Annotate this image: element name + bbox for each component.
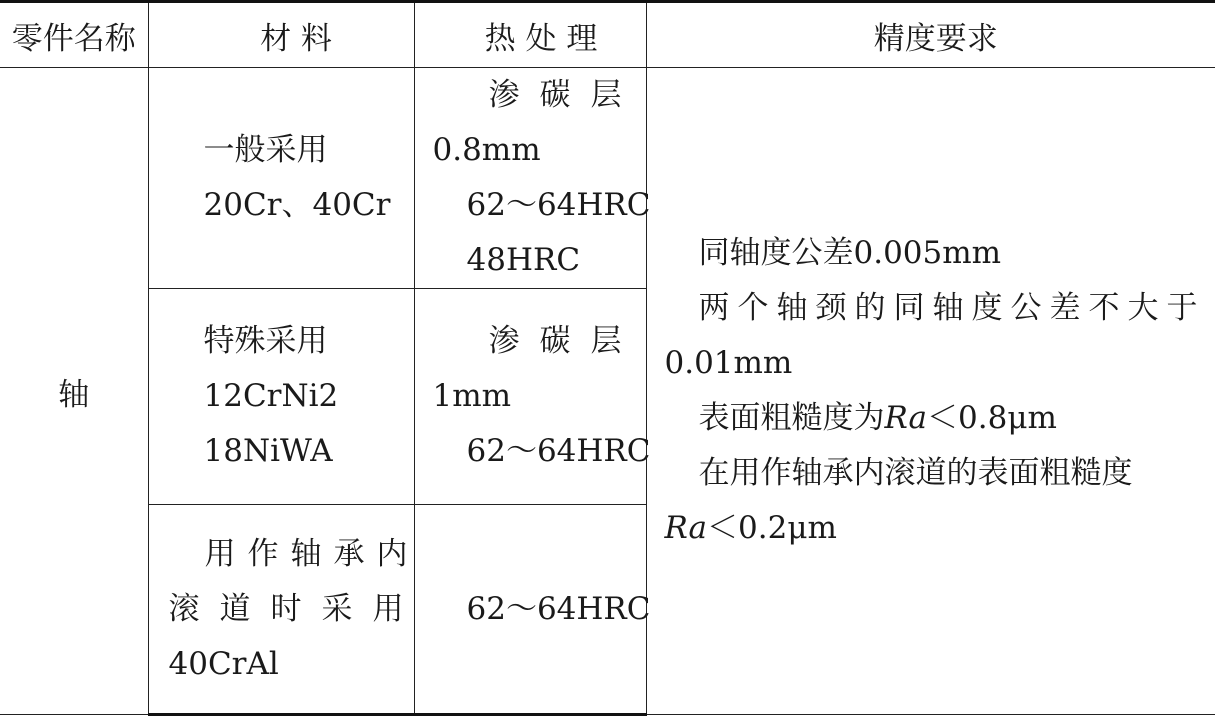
material-line: 特殊采用 bbox=[203, 323, 328, 359]
heat-treatment-cell bbox=[414, 68, 651, 289]
heat-treatment-cell bbox=[414, 505, 651, 715]
material-line: 一般采用 bbox=[203, 132, 328, 168]
requirement-line: 同轴度公差0.005mm bbox=[698, 235, 1002, 271]
requirement-line: 在用作轴承内滚道的表面粗糙度 bbox=[698, 455, 1133, 491]
requirement-line bbox=[665, 391, 1205, 446]
material-line: 滚道时采用 bbox=[168, 590, 424, 627]
heat-line: 渗碳层 bbox=[488, 323, 642, 359]
heat-treatment-cell bbox=[414, 289, 651, 505]
requirement-value: ＜0.8μm bbox=[927, 400, 1057, 436]
heat-line: 渗碳层 bbox=[488, 77, 642, 113]
material-line: 12CrNi2 bbox=[203, 378, 339, 414]
heat-line: 48HRC bbox=[466, 242, 581, 278]
header-heat-treatment: 热 处 理 bbox=[414, 2, 646, 68]
material-line: 用作轴承内 bbox=[204, 535, 420, 572]
table-row bbox=[0, 68, 1215, 289]
header-material: 材 料 bbox=[148, 2, 414, 68]
header-row bbox=[0, 2, 1215, 68]
requirement-text: 表面粗糙度为 bbox=[698, 400, 885, 436]
part-name-cell: 轴 bbox=[0, 68, 148, 715]
material-cell bbox=[148, 68, 414, 289]
heat-line: 0.8mm bbox=[432, 132, 541, 168]
requirement-line: 0.01mm bbox=[664, 345, 793, 381]
requirement-value: ＜0.2μm bbox=[707, 510, 837, 546]
material-line: 18NiWA bbox=[203, 433, 333, 469]
material-cell bbox=[148, 505, 424, 715]
roughness-symbol: Ra bbox=[664, 510, 708, 546]
requirements-cell bbox=[646, 68, 1215, 715]
material-line: 20Cr、40Cr bbox=[203, 187, 391, 223]
roughness-symbol: Ra bbox=[884, 400, 928, 436]
heat-line: 1mm bbox=[432, 378, 512, 414]
header-precision-requirements: 精度要求 bbox=[646, 2, 1215, 68]
material-line: 40CrAl bbox=[168, 645, 279, 682]
material-cell bbox=[148, 289, 414, 505]
header-part-name: 零件名称 bbox=[0, 2, 148, 68]
heat-line: 62～64HRC bbox=[466, 433, 651, 469]
requirement-line bbox=[665, 501, 1205, 556]
heat-line: 62～64HRC bbox=[466, 590, 651, 627]
heat-line: 62～64HRC bbox=[466, 187, 651, 223]
requirement-line: 两个轴颈的同轴度公差不大于 bbox=[698, 290, 1206, 326]
